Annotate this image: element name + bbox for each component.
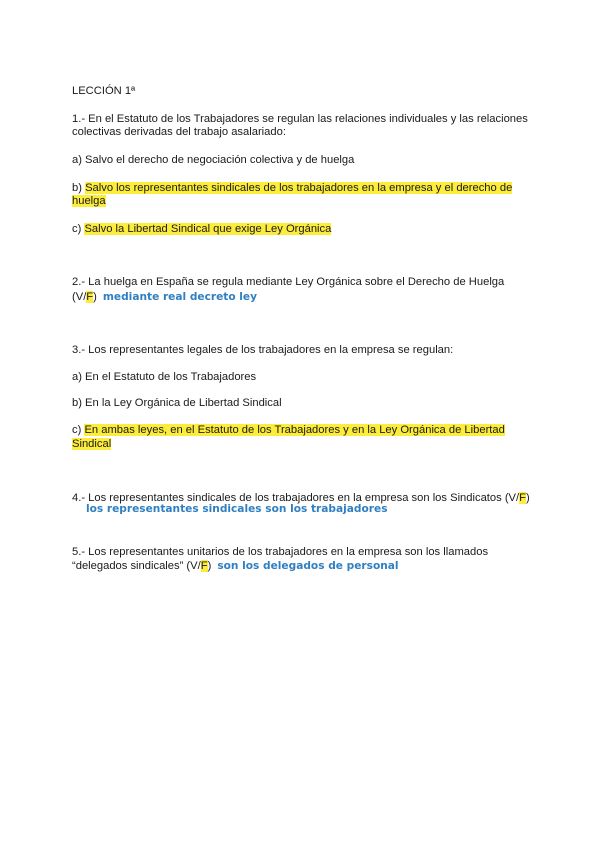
q2-statement-line1: 2.- La huelga en España se regula mediante Ley Orgánica sobre el Derecho de Huelga [72,276,505,288]
q3-option-c-highlight-2: Sindical [72,438,112,450]
q5-statement-line2: “delegados sindicales” (V/ [72,560,201,572]
q2-correction-note: mediante real decreto ley [102,291,258,303]
q4-statement-text: 4.- Los representantes sindicales de los trabajadores en la empresa son los Sindicatos (V/ [72,492,520,504]
q3-option-b: b) En la Ley Orgánica de Libertad Sindical [72,397,282,409]
q5-vf-close: ) [207,560,212,572]
q3-option-c-highlight: En ambas leyes, en el Estatuto de los Trabajadores y en la Ley Orgánica de Libertad [84,424,505,436]
q5-vf-answer: F [200,560,208,572]
q5-answer-line [72,559,399,573]
q1-option-b-highlight: Salvo los representantes sindicales de los trabajadores en la empresa y el derecho de [85,182,513,194]
q2-vf-answer: F [86,291,94,303]
q3-option-c-prefix: c) [72,424,85,436]
q1-option-b-line2 [72,194,106,208]
q1-statement-line2: colectivas derivadas del trabajo asalariado: [72,126,286,138]
q2-vf-close: ) [93,291,97,303]
q3-option-c-line2 [72,437,111,451]
q1-option-c [72,222,331,236]
q2-answer-line [72,290,257,304]
q5-statement-line1: 5.- Los representantes unitarios de los trabajadores en la empresa son los llamados [72,546,489,558]
q3-statement: 3.- Los representantes legales de los trabajadores en la empresa se regulan: [72,344,454,356]
q1-option-c-highlight: Salvo la Libertad Sindical que exige Ley Orgánica [84,223,332,235]
q1-option-c-prefix: c) [72,223,85,235]
q5-correction-note: son los delegados de personal [217,560,399,572]
q2-vf-open: (V/ [72,291,87,303]
q1-option-b [72,181,512,195]
q1-option-a: a) Salvo el derecho de negociación colectiva y de huelga [72,154,355,166]
lesson-title: LECCIÓN 1ª [72,85,136,97]
q3-option-a: a) En el Estatuto de los Trabajadores [72,371,257,383]
q1-option-b-highlight-2: huelga [72,195,106,207]
q4-correction-note: los representantes sindicales son los trabajadores [86,503,388,515]
q4-vf-answer: F [519,492,526,504]
q1-statement-line1: 1.- En el Estatuto de los Trabajadores se regulan las relaciones individuales y las relaciones [72,113,528,125]
q1-option-b-prefix: b) [72,182,86,194]
q4-vf-close: ) [525,492,530,504]
q3-option-c [72,423,505,437]
